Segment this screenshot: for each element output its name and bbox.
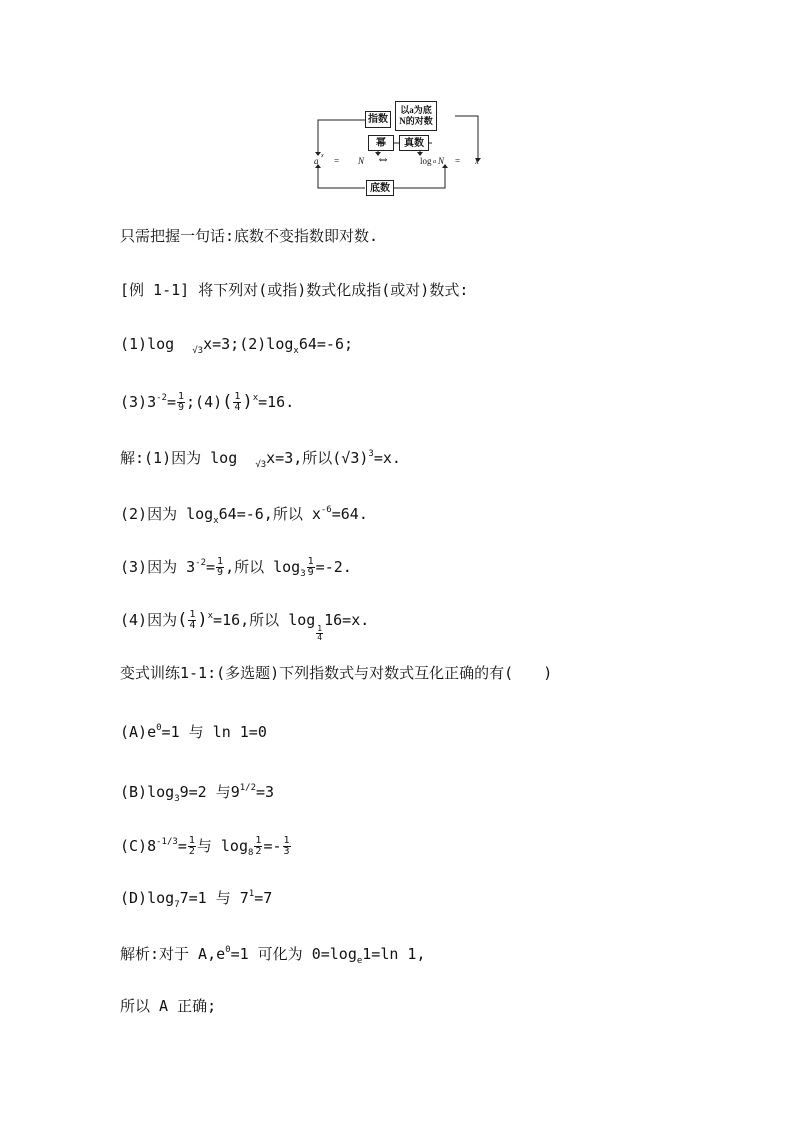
base-box: 底数 — [366, 180, 394, 196]
label-iff: ⇔ — [376, 152, 390, 167]
label-x-sup: x — [321, 153, 324, 159]
label-eq2: = — [455, 156, 461, 166]
exponent-box: 指数 — [365, 111, 391, 128]
line-solution-1: 解:(1)因为 log $_{√3}$x=3,所以$(√3)^3=x$. — [120, 449, 401, 470]
option-a: $(A)e^0=1$ 与 ln 1=0 — [120, 723, 267, 741]
log-box-line1: 以a为底 — [400, 105, 432, 115]
label-log-sub: a — [433, 159, 436, 165]
line-example-title: [例 1-1] 将下列对(或指)数式化成指(或对)数式: — [120, 281, 469, 299]
label-eq1: = — [334, 156, 340, 166]
label-a: a — [314, 156, 319, 166]
option-c: $(C)8^{-1/3}=$ $\frac{1}{2}$ 与 $\log_8$ $\frac{1}{2}$ =- $\frac{1}{3}$ — [120, 835, 290, 858]
line-problem-3-4: $(3)3^{-2}=$ $\frac{1}{9}$ ;(4)( $\frac{1}{4}$ )$^x$=16. — [120, 391, 295, 413]
line-variant-title: 变式训练1-1:(多选题)下列指数式与对数式互化正确的有( ) — [120, 664, 553, 682]
true-number-box: 真数 — [399, 135, 429, 151]
option-b: $(B)\log_39=2$ 与$9^{1/2}=3$ — [120, 783, 275, 804]
line-solution-3: (3)因为 $3^{-2}=$ $\frac{1}{9}$ ,所以 $\log_3$ $\frac{1}{9}$ =-2. — [120, 556, 352, 579]
option-d: $(D)\log_77=1$ 与 $7^1=7$ — [120, 889, 273, 910]
line-analysis: 解析:对于 $A,e^0=1$ 可化为 $0=\log_e1=\ln$ 1, — [120, 945, 426, 966]
label-N: N — [358, 156, 365, 166]
line-conclusion: 所以 A 正确; — [120, 997, 217, 1015]
line-solution-2: (2)因为 $\log_x64=-6$,所以 $x^{-6}=64$. — [120, 505, 368, 526]
log-box — [395, 101, 437, 131]
log-box-line2: N的对数 — [399, 116, 433, 126]
line-solution-4: (4)因为( $\frac{1}{4}$ )$^x$=16,所以 log $\frac{1}{4}$ 16=x. — [120, 609, 370, 642]
power-box: 幂 — [368, 135, 394, 151]
label-x: x — [475, 156, 479, 166]
label-log: log — [420, 156, 432, 166]
line-tip: 只需把握一句话:底数不变指数即对数. — [120, 227, 379, 245]
line-problem-1-2: (1)log $_{√3}x=3;(2)\log_x64=-6$; — [120, 335, 354, 356]
log-exp-diagram — [300, 96, 500, 200]
label-N2: N — [438, 156, 445, 166]
